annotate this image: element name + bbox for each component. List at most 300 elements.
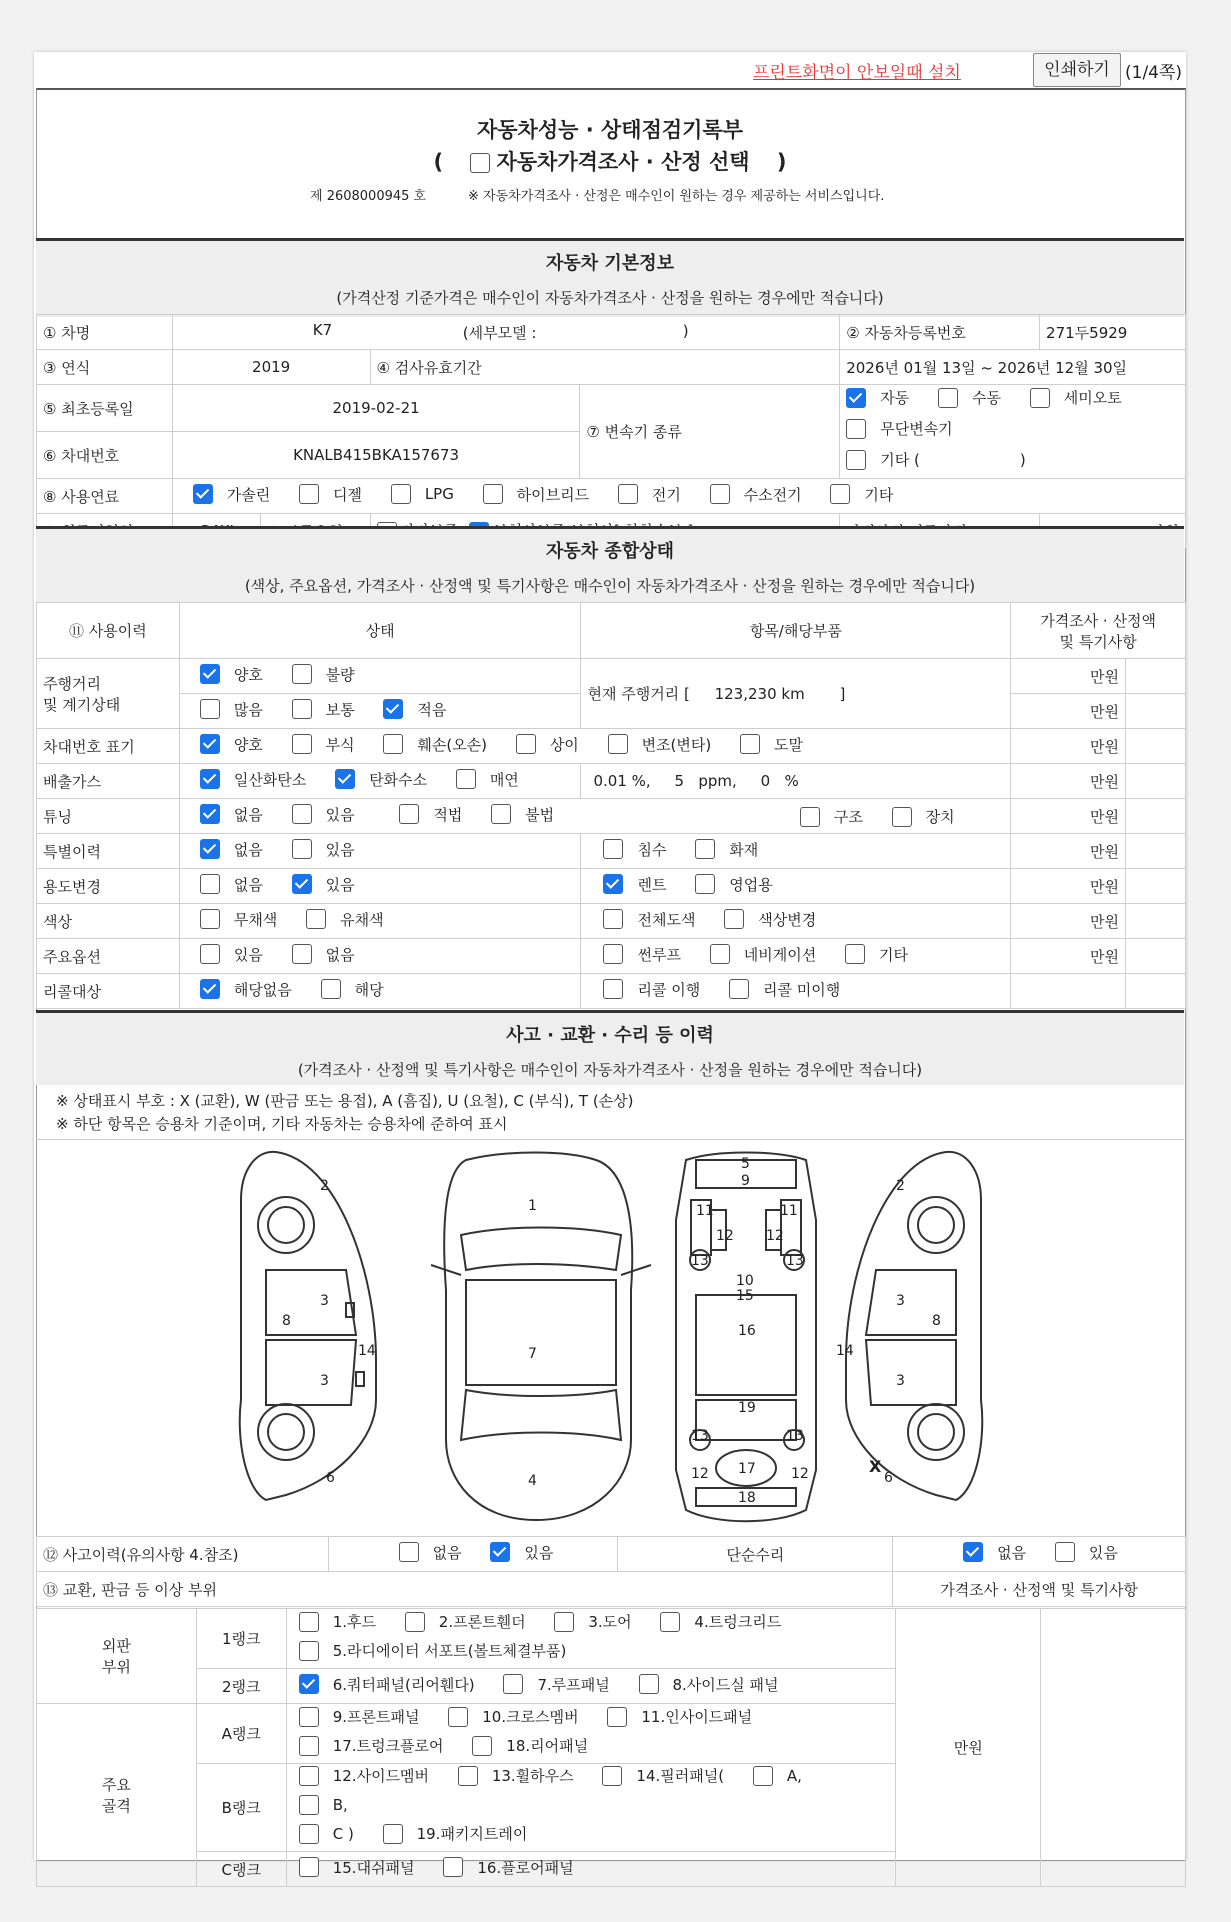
part-checkbox[interactable] [299, 1824, 319, 1844]
state-checkbox[interactable] [292, 804, 312, 824]
color-right-opt[interactable] [603, 909, 695, 930]
state-checkbox[interactable] [292, 944, 312, 964]
usechange-right-opt[interactable] [695, 874, 772, 895]
state-checkbox[interactable] [695, 839, 715, 859]
state-checkbox[interactable] [845, 944, 865, 964]
state-checkbox[interactable] [200, 874, 220, 894]
state-checkbox[interactable] [399, 804, 419, 824]
usechange-options [179, 869, 581, 904]
rank1-items [286, 1609, 896, 1669]
options-opt[interactable] [200, 944, 263, 965]
state-label: 많음 [233, 700, 263, 719]
car-name: K7 [312, 321, 333, 339]
part-checkbox[interactable] [299, 1674, 319, 1694]
first-reg: 2019-02-21 [172, 385, 580, 432]
state-checkbox[interactable] [603, 874, 623, 894]
options-right-opt[interactable] [603, 944, 680, 965]
price-note [1011, 974, 1126, 1009]
options-opt[interactable] [292, 944, 355, 965]
options-right-opt[interactable] [710, 944, 816, 965]
part-opt[interactable] [607, 1705, 752, 1729]
part-label: 1.후드 [332, 1612, 377, 1631]
state-label: 있음 [524, 1543, 554, 1562]
part-label: 10.크로스멤버 [482, 1707, 579, 1726]
recall-opt[interactable] [321, 979, 384, 1000]
state-checkbox[interactable] [200, 734, 220, 754]
state-checkbox[interactable] [516, 734, 536, 754]
fuel-label: ⑧ 사용연료 [37, 479, 173, 514]
price-unit: 만원 [1011, 659, 1126, 694]
history-opt[interactable] [490, 1542, 553, 1563]
part-opt[interactable] [299, 1734, 444, 1758]
svg-text:17: 17 [738, 1461, 756, 1477]
print-button[interactable]: 인쇄하기 [1033, 53, 1121, 87]
tuning-label: 튜닝 [37, 799, 180, 834]
trans-auto-checkbox[interactable] [846, 388, 866, 408]
state-label: 없음 [233, 840, 263, 859]
trans-semi-label: 세미오토 [1063, 389, 1122, 407]
emission-opt[interactable] [200, 769, 306, 790]
state-label: 탄화수소 [369, 770, 428, 789]
state-checkbox[interactable] [603, 839, 623, 859]
options-right-opt[interactable] [845, 944, 908, 965]
accident-heading: 사고 · 교환 · 수리 등 이력 [506, 1025, 714, 1046]
part-label: 6.쿼터패널(리어휀다) [332, 1675, 475, 1694]
odo-few[interactable] [383, 699, 446, 720]
tuning-opt[interactable] [200, 804, 263, 825]
state-checkbox[interactable] [800, 807, 820, 827]
part-opt[interactable] [472, 1734, 588, 1758]
svg-text:12: 12 [766, 1228, 784, 1244]
tuning-right-opt[interactable] [800, 806, 863, 827]
state-label: 매연 [489, 770, 519, 789]
price-note [1126, 694, 1186, 729]
trans-other[interactable] [846, 447, 1025, 473]
special-opt[interactable] [292, 839, 355, 860]
state-checkbox[interactable] [491, 804, 511, 824]
svg-text:16: 16 [738, 1323, 756, 1339]
part-label: 9.프론트패널 [332, 1707, 420, 1726]
state-checkbox[interactable] [200, 909, 220, 929]
svg-text:2: 2 [320, 1178, 329, 1194]
year-label: ③ 연식 [37, 350, 173, 385]
state-label: 무채색 [233, 910, 278, 929]
state-label: 일산화탄소 [233, 770, 307, 789]
part-label: 2.프론트휀더 [438, 1612, 526, 1631]
state-label: 유채색 [340, 910, 384, 929]
detail-model-close: ) [682, 322, 689, 340]
trans-semi[interactable] [1030, 385, 1122, 411]
first-reg-label: ⑤ 최초등록일 [37, 385, 173, 432]
part-opt[interactable] [639, 1674, 779, 1695]
price-note [1126, 834, 1186, 869]
state-checkbox[interactable] [200, 804, 220, 824]
color-right [581, 904, 1011, 939]
color-opt[interactable] [306, 909, 383, 930]
state-label: 상이 [549, 735, 579, 754]
usechange-right-opt[interactable] [603, 874, 666, 895]
state-checkbox[interactable] [292, 874, 312, 894]
state-checkbox[interactable] [740, 734, 760, 754]
usechange-opt[interactable] [292, 874, 355, 895]
year: 2019 [172, 350, 370, 385]
usechange-right [581, 869, 1011, 904]
state-label: 네비게이션 [743, 945, 817, 964]
fuel-gasoline[interactable] [193, 484, 270, 505]
part-opt[interactable] [405, 1610, 526, 1634]
state-label: 훼손(오손) [417, 735, 488, 754]
svg-text:2: 2 [896, 1178, 905, 1194]
part-checkbox[interactable] [660, 1612, 680, 1632]
state-label: 렌트 [637, 875, 667, 894]
trans-auto-label: 자동 [880, 389, 910, 407]
svg-text:13: 13 [691, 1428, 709, 1444]
state-checkbox[interactable] [292, 699, 312, 719]
frame-label: 주요 골격 [37, 1704, 197, 1887]
state-checkbox[interactable] [1055, 1542, 1075, 1562]
state-checkbox[interactable] [200, 979, 220, 999]
part-opt[interactable] [448, 1705, 578, 1729]
trans-manual[interactable] [938, 385, 1001, 411]
part-opt[interactable] [299, 1857, 415, 1878]
state-checkbox[interactable] [710, 944, 730, 964]
install-link[interactable]: 프린트화면이 안보일때 설치 [753, 63, 961, 83]
part-opt[interactable] [299, 1793, 348, 1817]
state-label: 불법 [525, 805, 555, 824]
svg-text:7: 7 [528, 1346, 537, 1362]
state-label: 썬루프 [637, 945, 681, 964]
recall-right [581, 974, 1011, 1009]
tuning-right-opt[interactable] [892, 806, 955, 827]
accident-note: (가격조사 · 산정액 및 특기사항은 매수인이 자동차가격조사 · 산정을 원하는 경우에만 적습니다) [297, 1061, 923, 1079]
fuel-diesel[interactable] [299, 484, 362, 505]
vin-mark-opt[interactable] [292, 734, 355, 755]
svg-text:13: 13 [786, 1253, 804, 1269]
odo-value: 123,230 km [714, 685, 805, 703]
price-unit: 만원 [1011, 869, 1126, 904]
part-label: C ) [332, 1825, 354, 1843]
color-opt[interactable] [200, 909, 277, 930]
svg-text:8: 8 [282, 1313, 291, 1329]
part-opt[interactable] [383, 1822, 528, 1846]
part-label: 8.사이드실 패널 [672, 1675, 779, 1694]
state-checkbox[interactable] [603, 944, 623, 964]
svg-text:14: 14 [358, 1343, 376, 1359]
part-opt[interactable] [299, 1705, 420, 1729]
part-checkbox[interactable] [299, 1736, 319, 1756]
fuel-checkbox[interactable] [830, 484, 850, 504]
state-checkbox[interactable] [200, 839, 220, 859]
special-right-opt[interactable] [603, 839, 666, 860]
price-note [1126, 729, 1186, 764]
fuel-lpg[interactable] [391, 484, 454, 504]
part-opt[interactable] [299, 1674, 475, 1695]
options-label: 주요옵션 [37, 939, 180, 974]
fuel-hydrogen[interactable] [710, 484, 802, 505]
color-right-opt[interactable] [724, 909, 816, 930]
state-label: 양호 [233, 735, 263, 754]
fuel-checkbox[interactable] [299, 484, 319, 504]
state-checkbox[interactable] [490, 1542, 510, 1562]
part-label: 12.사이드멤버 [332, 1767, 430, 1785]
odo-many[interactable] [200, 699, 263, 720]
state-label: 있음 [1088, 1543, 1118, 1562]
state-label: 없음 [432, 1543, 462, 1562]
trans-auto[interactable] [846, 385, 909, 411]
fuel-hybrid[interactable] [483, 484, 589, 505]
state-checkbox[interactable] [306, 909, 326, 929]
state-label: 해당없음 [233, 980, 292, 999]
state-checkbox[interactable] [603, 909, 623, 929]
state-checkbox[interactable] [200, 664, 220, 684]
part-checkbox[interactable] [753, 1766, 773, 1786]
state-checkbox[interactable] [292, 734, 312, 754]
state-label: 전체도색 [637, 910, 696, 929]
part-checkbox[interactable] [299, 1766, 319, 1786]
price-note [1126, 904, 1186, 939]
part-opt[interactable] [443, 1857, 573, 1878]
trans-cvt-checkbox[interactable] [846, 419, 866, 439]
state-checkbox[interactable] [603, 979, 623, 999]
part-opt[interactable] [554, 1610, 631, 1634]
exchange-label: ⑬ 교환, 판금 등 이상 부위 [37, 1572, 893, 1607]
part-opt[interactable] [660, 1610, 781, 1634]
state-checkbox[interactable] [399, 1542, 419, 1562]
vin-mark-opt[interactable] [200, 734, 263, 755]
exchange-mark: X [869, 1457, 882, 1476]
trans-manual-label: 수동 [971, 389, 1001, 407]
part-label: 19.패키지트레이 [416, 1825, 528, 1843]
trans-manual-checkbox[interactable] [938, 388, 958, 408]
part-checkbox[interactable] [602, 1766, 622, 1786]
odo-good[interactable] [200, 664, 263, 685]
basic-info-heading: 자동차 기본정보 [546, 253, 674, 274]
state-label: 색상변경 [758, 910, 817, 929]
part-checkbox[interactable] [448, 1707, 468, 1727]
svg-text:1: 1 [528, 1198, 537, 1214]
part-checkbox[interactable] [554, 1612, 574, 1632]
vin-mark-opt[interactable] [608, 734, 712, 755]
emission-label: 배출가스 [37, 764, 180, 799]
part-opt[interactable] [602, 1764, 724, 1788]
part-checkbox[interactable] [299, 1795, 319, 1815]
options-options [179, 939, 581, 974]
part-checkbox[interactable] [299, 1612, 319, 1632]
price-unit: 만원 [1011, 834, 1126, 869]
part-checkbox[interactable] [299, 1857, 319, 1877]
overall-table [36, 602, 1186, 1009]
state-label: 기타 [878, 945, 908, 964]
state-checkbox[interactable] [456, 769, 476, 789]
fuel-checkbox[interactable] [391, 484, 411, 504]
special-right-opt[interactable] [695, 839, 758, 860]
state-checkbox[interactable] [200, 944, 220, 964]
part-opt[interactable] [753, 1764, 802, 1788]
simple-opt[interactable] [1055, 1542, 1118, 1563]
part-numbers [282, 1156, 941, 1506]
svg-text:14: 14 [836, 1343, 854, 1359]
part-checkbox[interactable] [458, 1766, 478, 1786]
state-checkbox[interactable] [292, 839, 312, 859]
state-label: 있음 [325, 840, 355, 859]
odo-bad[interactable] [292, 664, 355, 685]
part-label: 5.라디에이터 서포트(볼트체결부품) [332, 1641, 567, 1660]
state-checkbox[interactable] [200, 769, 220, 789]
trans-semi-checkbox[interactable] [1030, 388, 1050, 408]
fuel-other[interactable] [830, 484, 893, 505]
usechange-opt[interactable] [200, 874, 263, 895]
part-opt[interactable] [458, 1764, 574, 1788]
page-count: (1/4쪽) [1125, 63, 1183, 83]
state-checkbox[interactable] [383, 734, 403, 754]
state-checkbox[interactable] [321, 979, 341, 999]
svg-text:19: 19 [738, 1400, 756, 1416]
part-checkbox[interactable] [639, 1674, 659, 1694]
history-opt[interactable] [399, 1542, 462, 1563]
svg-text:15: 15 [736, 1288, 754, 1304]
rankB-items [286, 1764, 896, 1852]
part-label: 13.휠하우스 [491, 1767, 574, 1785]
state-checkbox[interactable] [724, 909, 744, 929]
state-checkbox[interactable] [729, 979, 749, 999]
state-checkbox[interactable] [383, 699, 403, 719]
price-unit: 만원 [1011, 904, 1126, 939]
rankA-label: A랭크 [196, 1704, 286, 1764]
vin-mark-opt[interactable] [383, 734, 487, 755]
subtitle-text: 자동차가격조사 · 산정 선택 [496, 150, 750, 174]
recall-right-opt[interactable] [729, 979, 840, 1000]
part-opt[interactable] [299, 1610, 376, 1634]
form-title: 자동차성능 · 상태점검기록부 [476, 118, 744, 142]
odo-normal[interactable] [292, 699, 355, 720]
fuel-electric[interactable] [618, 484, 681, 505]
part-opt[interactable] [299, 1639, 567, 1663]
trans-other-label: 기타 ( [880, 451, 920, 469]
trans-options [840, 385, 1186, 479]
tuning-opt[interactable] [399, 804, 462, 825]
state-checkbox[interactable] [963, 1542, 983, 1562]
price-unit: 만원 [1011, 694, 1126, 729]
overall-note: (색상, 주요옵션, 가격조사 · 산정액 및 특기사항은 매수인이 자동차가격조사 · 산정을 원하는 경우에만 적습니다) [244, 577, 976, 595]
svg-text:5: 5 [741, 1156, 750, 1172]
part-checkbox[interactable] [443, 1857, 463, 1877]
price-note [1126, 659, 1186, 694]
rankC-items [286, 1852, 896, 1887]
svg-text:3: 3 [896, 1373, 905, 1389]
odo-row1 [179, 659, 581, 694]
parts-table [36, 1608, 1186, 1887]
parts-price-note [1041, 1609, 1186, 1887]
state-checkbox[interactable] [892, 807, 912, 827]
state-checkbox[interactable] [608, 734, 628, 754]
part-label: 14.필러패널( [636, 1767, 725, 1785]
form-subtitle [36, 146, 1184, 176]
emission-opt[interactable] [335, 769, 427, 790]
special-options [179, 834, 581, 869]
state-checkbox[interactable] [695, 874, 715, 894]
state-label: 영업용 [729, 875, 773, 894]
simple-opt[interactable] [963, 1542, 1026, 1563]
part-label: 4.트렁크리드 [694, 1612, 782, 1631]
reg-no: 271두5929 [1040, 315, 1186, 350]
part-checkbox[interactable] [383, 1824, 403, 1844]
reg-no-label: ② 자동차등록번호 [840, 315, 1040, 350]
emission-opt[interactable] [456, 769, 519, 790]
basic-info-section [36, 238, 1184, 317]
detail-model-label: (세부모델 : [462, 324, 537, 342]
fuel-option-label: 하이브리드 [516, 485, 590, 504]
rank2-label: 2랭크 [196, 1669, 286, 1704]
fuel-checkbox[interactable] [193, 484, 213, 504]
trans-other-close: ) [1019, 451, 1026, 469]
part-label: 7.루프패널 [537, 1675, 610, 1694]
state-label: 없음 [997, 1543, 1027, 1562]
state-label: 장치 [925, 808, 955, 826]
state-label: 해당 [354, 980, 384, 999]
legend-line-2: ※ 하단 항목은 승용차 기준이며, 기타 자동차는 승용차에 준하여 표시 [56, 1115, 508, 1133]
subtitle-close: ) [776, 150, 787, 174]
price-survey-checkbox[interactable] [470, 153, 490, 173]
part-opt[interactable] [299, 1822, 354, 1846]
fuel-options [172, 479, 1185, 514]
part-label: B, [332, 1796, 348, 1814]
state-checkbox[interactable] [200, 699, 220, 719]
svg-text:11: 11 [696, 1203, 714, 1219]
recall-right-opt[interactable] [603, 979, 700, 1000]
state-checkbox[interactable] [335, 769, 355, 789]
part-opt[interactable] [299, 1764, 429, 1788]
svg-text:4: 4 [528, 1473, 537, 1489]
state-label: 있음 [325, 875, 355, 894]
part-label: 15.대쉬패널 [332, 1858, 415, 1877]
fuel-checkbox[interactable] [618, 484, 638, 504]
part-checkbox[interactable] [405, 1612, 425, 1632]
col-usage: ⑪ 사용이력 [37, 603, 180, 659]
state-label: 있음 [233, 945, 263, 964]
part-checkbox[interactable] [503, 1674, 523, 1694]
recall-opt[interactable] [200, 979, 292, 1000]
tuning-opt[interactable] [491, 804, 554, 825]
part-checkbox[interactable] [472, 1736, 492, 1756]
part-checkbox[interactable] [607, 1707, 627, 1727]
svg-text:9: 9 [741, 1173, 750, 1189]
state-checkbox[interactable] [292, 664, 312, 684]
fuel-checkbox[interactable] [483, 484, 503, 504]
svg-text:3: 3 [896, 1293, 905, 1309]
service-note: ※ 자동차가격조사 · 산정은 매수인이 원하는 경우 제공하는 서비스입니다. [468, 189, 885, 204]
part-label: 18.리어패널 [506, 1736, 589, 1755]
trans-cvt[interactable] [846, 416, 952, 442]
special-label: 특별이력 [37, 834, 180, 869]
fuel-checkbox[interactable] [710, 484, 730, 504]
overall-heading: 자동차 종합상태 [546, 541, 674, 562]
special-opt[interactable] [200, 839, 263, 860]
part-checkbox[interactable] [299, 1707, 319, 1727]
vin-mark-options [179, 729, 1010, 764]
trans-other-checkbox[interactable] [846, 450, 866, 470]
vin-mark-label: 차대번호 표기 [37, 729, 180, 764]
part-checkbox[interactable] [299, 1641, 319, 1661]
basic-info-note: (가격산정 기준가격은 매수인이 자동차가격조사 · 산정을 원하는 경우에만 적습니다) [336, 289, 884, 307]
simple-label: 단순수리 [618, 1537, 893, 1572]
rankC-label: C랭크 [196, 1852, 286, 1887]
vin-mark-opt[interactable] [740, 734, 803, 755]
vin-mark-opt[interactable] [516, 734, 579, 755]
usechange-label: 용도변경 [37, 869, 180, 904]
tuning-opt[interactable] [292, 804, 355, 825]
fuel-option-label: 수소전기 [743, 485, 802, 504]
part-opt[interactable] [503, 1674, 609, 1695]
